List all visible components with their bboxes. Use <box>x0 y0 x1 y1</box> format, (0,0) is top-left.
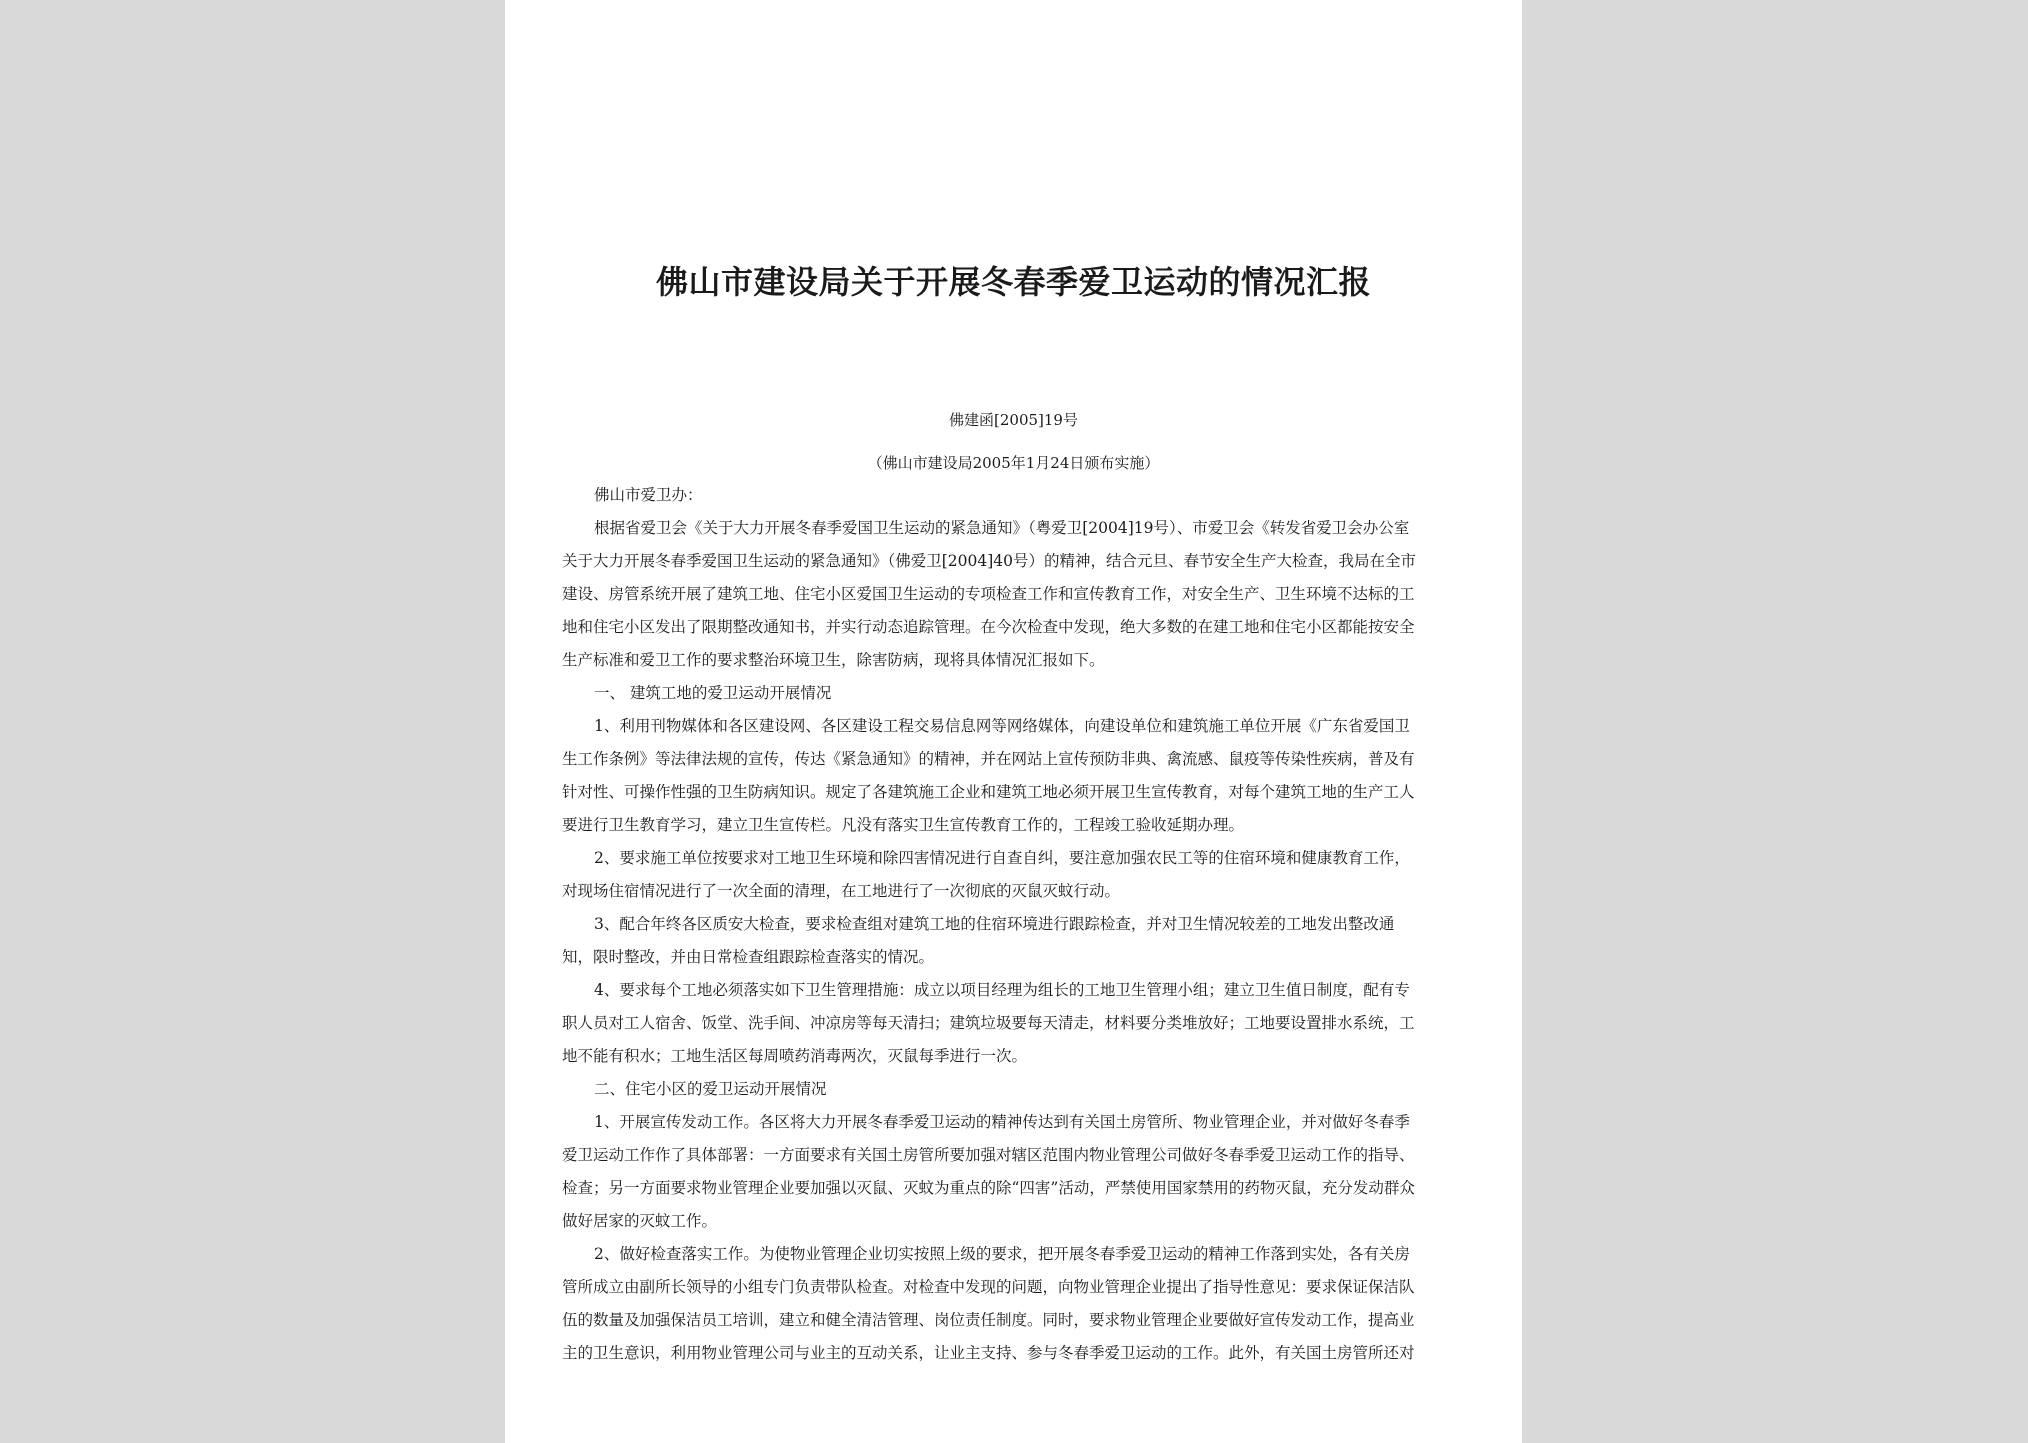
body-paragraph <box>562 1238 1465 1370</box>
paragraph-line: 一、 建筑工地的爱卫运动开展情况 <box>594 684 832 702</box>
body-paragraph <box>562 512 1465 677</box>
paragraph-line: 知，限时整改，并由日常检查组跟踪检查落实的情况。 <box>562 948 935 966</box>
paragraph-line: 要进行卫生教育学习，建立卫生宣传栏。凡没有落实卫生宣传教育工作的，工程竣工验收延期办理。 <box>562 816 1245 834</box>
body-paragraph <box>562 710 1465 842</box>
body-paragraph <box>562 1106 1465 1238</box>
body-paragraph <box>562 677 1465 710</box>
salutation: 佛山市爱卫办： <box>594 486 703 504</box>
paragraph-line: 主的卫生意识，利用物业管理公司与业主的互动关系，让业主支持、参与冬春季爱卫运动的工作。此外，有关国土房管所还对 <box>562 1344 1415 1362</box>
document-number: 佛建函[2005]19号 <box>949 411 1078 429</box>
paragraph-line: 针对性、可操作性强的卫生防病知识。规定了各建筑施工企业和建筑工地必须开展卫生宣传教育，对每个建筑工地的生产工人 <box>562 783 1415 801</box>
paragraph-line: 生产标准和爱卫工作的要求整治环境卫生，除害防病，现将具体情况汇报如下。 <box>562 651 1105 669</box>
paragraph-line: 建设、房管系统开展了建筑工地、住宅小区爱国卫生运动的专项检查工作和宣传教育工作，对安全生产、卫生环境不达标的工 <box>562 585 1415 603</box>
paragraph-line: 职人员对工人宿舍、饭堂、洗手间、冲凉房等每天清扫；建筑垃圾要每天清走，材料要分类堆放好；工地要设置排水系统，工 <box>562 1014 1415 1032</box>
document-body <box>562 512 1465 1370</box>
paragraph-line: 2、做好检查落实工作。为使物业管理企业切实按照上级的要求，把开展冬春季爱卫运动的精神工作落到实处，各有关房 <box>594 1245 1410 1263</box>
document-title: 佛山市建设局关于开展冬春季爱卫运动的情况汇报 <box>655 263 1371 301</box>
paragraph-line: 对现场住宿情况进行了一次全面的清理，在工地进行了一次彻底的灭鼠灭蚊行动。 <box>562 882 1121 900</box>
body-paragraph <box>562 908 1465 974</box>
body-paragraph <box>562 842 1465 908</box>
paragraph-line: 2、要求施工单位按要求对工地卫生环境和除四害情况进行自查自纠，要注意加强农民工等的住宿环境和健康教育工作， <box>594 849 1410 867</box>
body-paragraph <box>562 974 1465 1073</box>
paragraph-line: 地不能有积水；工地生活区每周喷药消毒两次，灭鼠每季进行一次。 <box>562 1047 1028 1065</box>
paragraph-line: 二、住宅小区的爱卫运动开展情况 <box>594 1080 827 1098</box>
paragraph-line: 伍的数量及加强保洁员工培训，建立和健全清洁管理、岗位责任制度。同时，要求物业管理企业要做好宣传发动工作，提高业 <box>562 1311 1415 1329</box>
paragraph-line: 管所成立由副所长领导的小组专门负责带队检查。对检查中发现的问题，向物业管理企业提出了指导性意见：要求保证保洁队 <box>562 1278 1415 1296</box>
body-paragraph <box>562 1073 1465 1106</box>
paragraph-line: 1、利用刊物媒体和各区建设网、各区建设工程交易信息网等网络媒体，向建设单位和建筑施工单位开展《广东省爱国卫 <box>594 717 1410 735</box>
document-page <box>505 0 1522 1443</box>
issued-line: （佛山市建设局2005年1月24日颁布实施） <box>867 454 1160 472</box>
paragraph-line: 生工作条例》等法律法规的宣传，传达《紧急通知》的精神，并在网站上宣传预防非典、禽流感、鼠疫等传染性疾病，普及有 <box>562 750 1415 768</box>
paragraph-line: 1、开展宣传发动工作。各区将大力开展冬春季爱卫运动的精神传达到有关国土房管所、物业管理企业，并对做好冬春季 <box>594 1113 1410 1131</box>
paragraph-line: 检查；另一方面要求物业管理企业要加强以灭鼠、灭蚊为重点的除“四害”活动，严禁使用国家禁用的药物灭鼠，充分发动群众 <box>562 1179 1415 1197</box>
paragraph-line: 爱卫运动工作作了具体部署：一方面要求有关国土房管所要加强对辖区范围内物业管理公司做好冬春季爱卫运动工作的指导、 <box>562 1146 1415 1164</box>
paragraph-line: 关于大力开展冬春季爱国卫生运动的紧急通知》（佛爱卫[2004]40号）的精神，结合元旦、春节安全生产大检查，我局在全市 <box>562 552 1417 570</box>
paragraph-line: 做好居家的灭蚊工作。 <box>562 1212 718 1230</box>
paragraph-line: 3、配合年终各区质安大检查，要求检查组对建筑工地的住宿环境进行跟踪检查，并对卫生情况较差的工地发出整改通 <box>594 915 1395 933</box>
paragraph-line: 4、要求每个工地必须落实如下卫生管理措施：成立以项目经理为组长的工地卫生管理小组；建立卫生值日制度，配有专 <box>594 981 1410 999</box>
paragraph-line: 根据省爱卫会《关于大力开展冬春季爱国卫生运动的紧急通知》（粤爱卫[2004]19号）、市爱卫会《转发省爱卫会办公室 <box>594 519 1410 537</box>
paragraph-line: 地和住宅小区发出了限期整改通知书，并实行动态追踪管理。在今次检查中发现，绝大多数的在建工地和住宅小区都能按安全 <box>562 618 1415 636</box>
